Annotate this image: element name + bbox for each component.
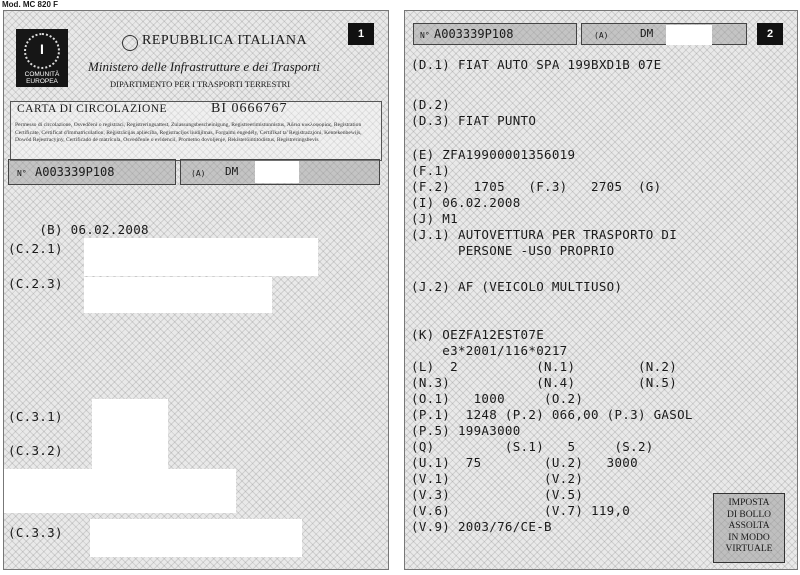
redaction: [255, 161, 299, 183]
document-description: Permesso di circolazione, Osvedčení o registraci, Registreringsattest, Zulassungsbescheinigung, Registreerimistunnistus, Άδεια κυκλοφορίας, Registration Certificate, Certificat d'immatriculation, Reģistrācijas apliecība, Registracijos liudijimas, Forgalmi engedély, Certifikat ta' Registrazzjoni, Kentekenbewijs, Dowód Rejestracyjny, Certificado de matrícula, Osvedčenie o evidencii, Prometno dovoljenje, Rekisteröintitodistus, Registreringsbevis: [15, 122, 362, 143]
field-c23-label: (C.2.3): [8, 276, 63, 291]
page-1-header: [10, 19, 382, 99]
line-f1: (F.1): [411, 163, 451, 178]
line-j1: (J.1) AUTOVETTURA PER TRASPORTO DI: [411, 227, 678, 242]
line-v6: (V.6) (V.7) 119,0: [411, 503, 631, 518]
line-e: (E) ZFA19900001356019: [411, 147, 576, 162]
country-code: I: [40, 41, 44, 57]
line-j: (J) M1: [411, 211, 458, 226]
eu-flag-icon: [16, 29, 68, 87]
a-value: DM: [225, 165, 239, 178]
department-name: DIPARTIMENTO PER I TRASPORTI TERRESTRI: [110, 79, 291, 89]
line-v1: (V.1) (V.2): [411, 471, 584, 486]
document-title-box: [10, 101, 382, 161]
redaction: [84, 277, 272, 313]
line-n3: (N.3) (N.4) (N.5): [411, 375, 678, 390]
document-number: BI 0666767: [211, 101, 288, 116]
line-j2: (J.2) AF (VEICOLO MULTIUSO): [411, 279, 623, 294]
a-value: DM: [640, 27, 654, 40]
line-l: (L) 2 (N.1) (N.2): [411, 359, 678, 374]
serial-box-2: [413, 23, 577, 45]
a-box-2: [581, 23, 747, 45]
line-k: (K) OEZFA12EST07E: [411, 327, 545, 342]
model-label: Mod. MC 820 F: [2, 0, 59, 9]
redaction: [92, 399, 168, 471]
line-p5: (P.5) 199A3000: [411, 423, 521, 438]
line-d1: (D.1) FIAT AUTO SPA 199BXD1B 07E: [411, 57, 662, 72]
serial-prefix: N°: [17, 169, 27, 178]
line-q: (Q) (S.1) 5 (S.2): [411, 439, 654, 454]
redaction: [666, 25, 712, 45]
serial-prefix: N°: [420, 31, 430, 40]
line-d2: (D.2): [411, 97, 451, 112]
a-label: (A): [594, 31, 609, 40]
line-k-approval: e3*2001/116*0217: [411, 343, 568, 358]
line-f2: (F.2) 1705 (F.3) 2705 (G): [411, 179, 662, 194]
a-label: (A): [191, 169, 206, 178]
redaction: [84, 238, 318, 276]
ministry-name: Ministero delle Infrastrutture e dei Trasporti: [88, 59, 320, 74]
serial-box-1: [8, 159, 176, 185]
redaction: [90, 519, 302, 557]
a-box-1: [180, 159, 380, 185]
line-p1: (P.1) 1248 (P.2) 066,00 (P.3) GASOL: [411, 407, 693, 422]
line-v9: (V.9) 2003/76/CE-B: [411, 519, 552, 534]
page-number-2: 2: [757, 23, 783, 45]
line-o1: (O.1) 1000 (O.2): [411, 391, 584, 406]
page-1: [3, 10, 389, 570]
page-number-1: 1: [348, 23, 374, 45]
serial-number: A003339P108: [434, 27, 514, 41]
serial-number: A003339P108: [35, 165, 115, 179]
eu-caption: COMUNITÀ EUROPEA: [24, 71, 60, 85]
line-v3: (V.3) (V.5): [411, 487, 584, 502]
republic-title: REPUBBLICA ITALIANA: [142, 33, 308, 48]
field-c32-label: (C.3.2): [8, 443, 63, 458]
stamp-duty-box: IMPOSTA DI BOLLO ASSOLTA IN MODO VIRTUALE: [713, 493, 785, 563]
field-b: (B) 06.02.2008: [39, 222, 149, 237]
line-d3: (D.3) FIAT PUNTO: [411, 113, 537, 128]
field-c21-label: (C.2.1): [8, 241, 63, 256]
line-j1-cont: PERSONE -USO PROPRIO: [411, 243, 615, 258]
page-2: [404, 10, 798, 570]
field-c33-label: (C.3.3): [8, 525, 63, 540]
document-title: CARTA DI CIRCOLAZIONE: [17, 103, 168, 115]
line-u1: (U.1) 75 (U.2) 3000: [411, 455, 638, 470]
italian-emblem-icon: [122, 35, 138, 51]
line-i: (I) 06.02.2008: [411, 195, 521, 210]
redaction: [4, 469, 236, 513]
field-c31-label: (C.3.1): [8, 409, 63, 424]
